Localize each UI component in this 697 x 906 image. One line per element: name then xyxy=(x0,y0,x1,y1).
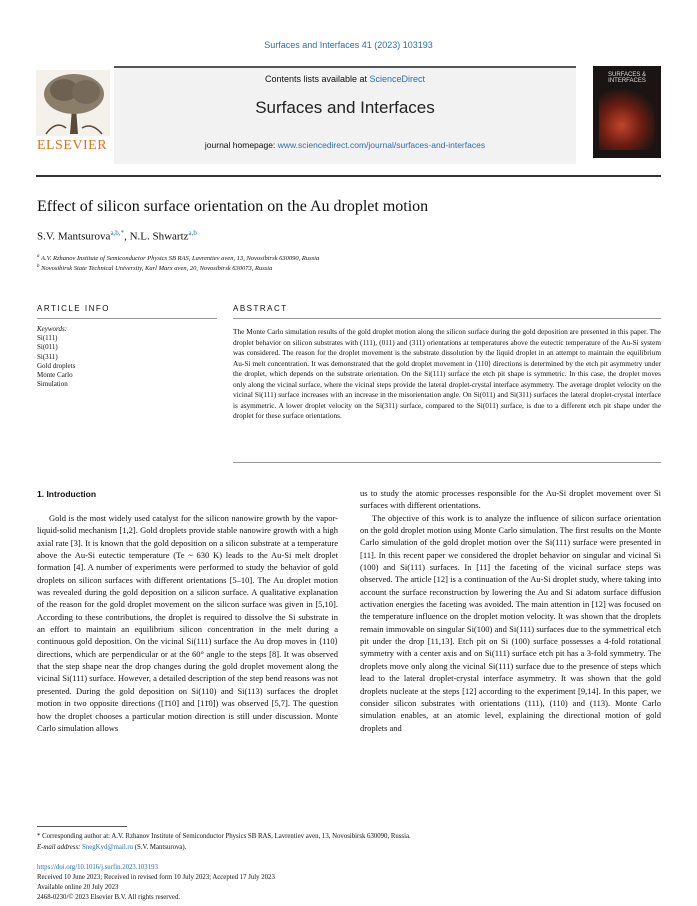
author-2[interactable]: N.L. Shwartz xyxy=(129,230,189,243)
doi-link[interactable] xyxy=(37,863,158,873)
abstract-text: The Monte Carlo simulation results of the gold droplet motion along the silicon surface during the gold deposition are presented in this paper. The droplet behavior on silicon substrates with (111), (011) and (311) orientations at temperatures above the eutectic temperature of the Au-Si system was considered. The reason for the droplet movement is the substrate dissolution by the liquid droplet in an attempt to maintain the equilibrium Au-Si melt concentration. It was demonstrated that the gold droplet movement in ⟨110⟩ directions is determined by the etch pit asymmetry under the droplet, which depends on the substrate orientation. On the Si(111) surface the etch pit shape is symmetric. In this case, the droplet moves only along the vicinal surface, where the vicinal steps provide the lateral droplet-crystal interface asymmetry. The average droplet velocity on the vicinal Si(111) surface increases with an increase in the misorientation angle. On Si(011) and Si(311) surfaces the lateral droplet-crystal interface is asymmetric. A lower droplet velocity on the Si(311) surface, compared to the Si(011) surface, is due to a different etch pit shape under the droplet for these surface orientations. xyxy=(233,327,661,420)
keyword-item: Si(111) xyxy=(37,334,58,343)
affiliation-a-text: A.V. Rzhanov Institute of Semiconductor Physics SB RAS, Lavrentiev aven, 13, Novosibirsk 630090, Russia xyxy=(41,255,320,263)
author-1-sup[interactable]: a,b,* xyxy=(110,229,125,237)
contents-line xyxy=(114,74,576,84)
author-list xyxy=(37,229,197,243)
email-label: E-mail address: xyxy=(37,844,83,851)
affiliation-a-sup: a xyxy=(37,254,40,259)
journal-cover-thumbnail[interactable] xyxy=(593,66,661,158)
author-2-sup[interactable]: a,b xyxy=(188,229,197,237)
abstract-heading: ABSTRACT xyxy=(233,304,288,313)
author-separator: , xyxy=(124,230,130,243)
email-suffix: (S.V. Mantsurova). xyxy=(133,844,187,851)
contents-prefix: Contents lists available at xyxy=(264,74,370,84)
article-title: Effect of silicon surface orientation on the Au droplet motion xyxy=(37,198,429,215)
intro-paragraph-2: The objective of this work is to analyze the influence of silicon surface orientation on the gold droplet motion using Monte Carlo simulation. The first results on the Monte Carlo simulation of the gold droplet motion over the Si(111) surface were presented in [11]. In this recent paper we considered the droplet behavior on singular and vicinal Si (100) and Si(111) surfaces. In [11] the faceting of the vicinal surface steps was observed. The article [12] is a continuation of the Au-Si droplet study, where taking into account the surface reconstruction by lowering the Au and Si adatom surface diffusion activation energies the faceting was avoided. The main attention in [12] was focused on the temperature influence on the droplet motion velocity. It was shown that the droplets remain immovable on singular Si(100) and Si(111) surfaces due to the symmetrical etch pit under the drop [11,13]. Etch pit on Si (100) surface possesses a 4-fold rotational symmetry with a center axis and on Si(111) surface etch pit has a 3-fold symmetry. The droplets move only along the vicinal Si(111) surface due to the presence of steps which lead to the lateral droplet-crystal interface asymmetry. It was shown that the gold droplets nucleate at the steps [12] according to the experiment [9,14]. In this paper, we consider silicon substrates with orientations (111), (110) and (113). Monte Carlo simulation enables, at an atomic level, explaining the directional motion of gold droplets and xyxy=(360,512,661,733)
keyword-item: Monte Carlo xyxy=(37,371,73,380)
homepage-line xyxy=(114,140,576,150)
keyword-item: Si(311) xyxy=(37,352,58,361)
footnote-rule xyxy=(37,826,127,827)
sciencedirect-link[interactable]: ScienceDirect xyxy=(369,74,426,84)
keywords-label: Keywords: xyxy=(37,325,68,333)
keyword-item: Simulation xyxy=(37,380,68,389)
cover-title: SURFACES & INTERFACES xyxy=(607,72,646,84)
homepage-link[interactable]: www.sciencedirect.com/journal/surfaces-and-interfaces xyxy=(277,140,486,150)
available-online: Available online 20 July 2023 xyxy=(37,884,119,891)
cover-art xyxy=(599,88,655,150)
article-info-rule xyxy=(37,318,217,319)
keywords-block xyxy=(37,325,75,389)
doi-text[interactable]: https://doi.org/10.1016/j.surfin.2023.103193 xyxy=(37,864,158,871)
affiliation-b-text: Novosibirsk State Technical University, Karl Marx aven, 20, Novosibirsk 630073, Russia xyxy=(41,265,273,273)
email-line xyxy=(37,844,186,851)
keyword-item: Si(011) xyxy=(37,343,58,352)
copyright-line: 2468-0230/© 2023 Elsevier B.V. All rights reserved. xyxy=(37,894,181,901)
journal-name: Surfaces and Interfaces xyxy=(255,98,435,117)
corresponding-author-note: * Corresponding author at: A.V. Rzhanov Institute of Semiconductor Physics SB RAS, Lavrentiev aven, 13, Novosibirsk 630090, Russia. xyxy=(37,833,411,840)
intro-paragraph-1: Gold is the most widely used catalyst for the silicon nanowire growth by the vapor-liquid-solid mechanism [1,2]. Gold droplets provide stable nanowire growth with a high axial rate [3]. It is known that the gold deposition on a silicon substrate at a temperature above the Au-Si eutectic temperature (Te ~ 630 K) leads to the Au-Si melt droplet formation [4]. A number of experiments were performed to study the behavior of gold droplets on silicon surfaces with different orientations [5–10]. The Au droplet motion was revealed during the gold deposition on a silicon surface. A qualitative explanation of the reason for the gold droplet movement on the silicon surface was given in [5,10]. According to these contributions, the droplet is required to dissolve the Si substrate in an effort to maintain an equilibrium silicon concentration in the melt during a continuous gold deposition. On the vicinal Si(111) surface the Au drop moves in ⟨110⟩ directions, which are perpendicular or at the 60° angle to the steps [8]. It was observed that the step shape near the drop changes during the gold droplet movement along the vicinal Si(111) surface. However, a detailed description of the step bend reasons was not presented. During the gold deposition on Si(110) and Si(113) surfaces the droplet motion in two opposite directions ([1̄10] and [11̄0]) was observed [5,7]. The question how the droplet chooses a particular motion direction is still under discussion. Monte Carlo simulation allows xyxy=(37,513,338,733)
homepage-prefix: journal homepage: xyxy=(204,140,278,150)
affiliation-b xyxy=(37,264,272,272)
keyword-item: Gold droplets xyxy=(37,361,76,370)
abstract-rule xyxy=(233,318,661,319)
article-info-heading: ARTICLE INFO xyxy=(37,304,110,313)
header-rule xyxy=(36,175,661,177)
body-column-left xyxy=(37,512,338,734)
affiliation-a xyxy=(37,254,319,262)
abstract-bottom-rule xyxy=(233,462,661,463)
body-column-right xyxy=(360,487,661,734)
author-1[interactable]: S.V. Mantsurova xyxy=(37,230,111,243)
affiliation-b-sup: b xyxy=(37,264,40,269)
email-link[interactable]: SnegKyd@mail.ru xyxy=(82,844,134,851)
intro-paragraph-continued: us to study the atomic processes responsible for the Au-Si droplet movement over Si surfaces with different orientations. xyxy=(360,488,661,511)
introduction-heading: 1. Introduction xyxy=(37,489,97,499)
elsevier-wordmark[interactable]: ELSEVIER xyxy=(36,138,108,153)
received-dates: Received 10 June 2023; Received in revised form 10 July 2023; Accepted 17 July 2023 xyxy=(37,874,275,881)
journal-citation[interactable]: Surfaces and Interfaces 41 (2023) 103193 xyxy=(264,40,433,50)
